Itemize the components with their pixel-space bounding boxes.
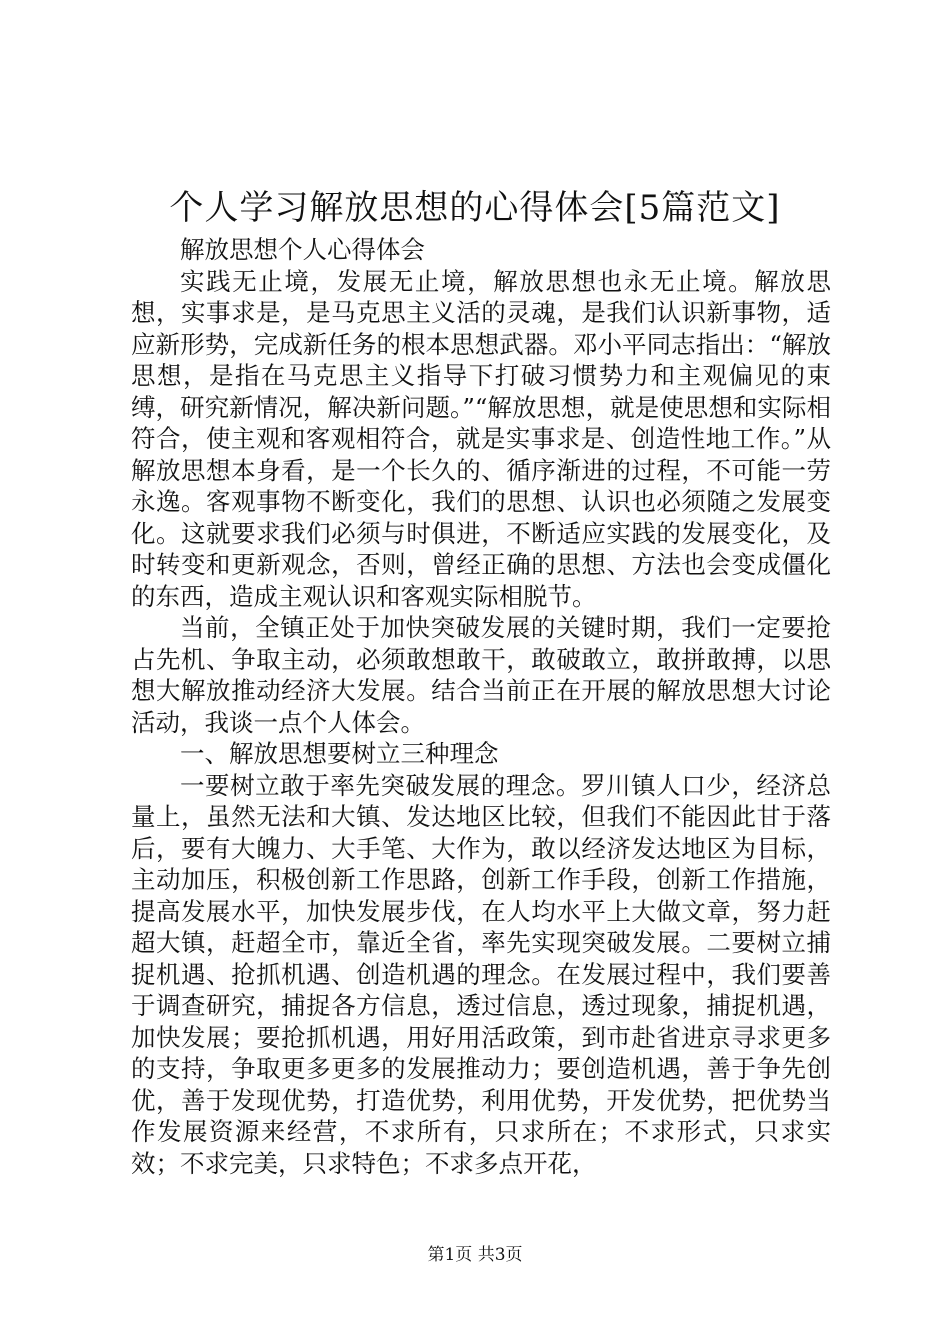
body-paragraph: 当前，全镇正处于加快突破发展的关键时期，我们一定要抢占先机、争取主动，必须敢想敢干，敢破敢立，敢拼敢搏，以思想大解放推动经济大发展。结合当前正在开展的解放思想大讨论活动，我谈一点个人体会。: [131, 613, 831, 737]
document-body: [131, 234, 831, 1179]
body-paragraph: 一要树立敢于率先突破发展的理念。罗川镇人口少，经济总量上，虽然无法和大镇、发达地区比较，但我们不能因此甘于落后，要有大魄力、大手笔、大作为，敢以经济发达地区为目标，主动加压，积极创新工作思路，创新工作手段，创新工作措施，提高发展水平，加快发展步伐，在人均水平上大做文章，努力赶超大镇，赶超全市，靠近全省，率先实现突破发展。二要树立捕捉机遇、抢抓机遇、创造机遇的理念。在发展过程中，我们要善于调查研究，捕捉各方信息，透过信息，透过现象，捕捉机遇，加快发展；要抢抓机遇，用好用活政策，到市赴省进京寻求更多的支持，争取更多更多的发展推动力；要创造机遇，善于争先创优，善于发现优势，打造优势，利用优势，开发优势，把优势当作发展资源来经营，不求所有，只求所在；不求形式，只求实效；不求完美，只求特色；不求多点开花，: [131, 770, 831, 1178]
page-footer: 第1页 共3页: [427, 1245, 523, 1265]
section-heading: 解放思想个人心得体会: [180, 235, 425, 264]
document-title: 个人学习解放思想的心得体会[5篇范文]: [169, 188, 781, 228]
body-paragraph: 实践无止境，发展无止境，解放思想也永无止境。解放思想，实事求是，是马克思主义活的灵魂，是我们认识新事物，适应新形势，完成新任务的根本思想武器。邓小平同志指出：“解放思想，是指在马克思主义指导下打破习惯势力和主观偏见的束缚，研究新情况，解决新问题。”“解放思想，就是使思想和实际相符合，使主观和客观相符合，就是实事求是、创造性地工作。”从解放思想本身看，是一个长久的、循序渐进的过程，不可能一劳永逸。客观事物不断变化，我们的思想、认识也必须随之发展变化。这就要求我们必须与时俱进，不断适应实践的发展变化，及时转变和更新观念，否则，曾经正确的思想、方法也会变成僵化的东西，造成主观认识和客观实际相脱节。: [131, 266, 831, 611]
section-heading: 一、解放思想要树立三种理念: [180, 739, 499, 768]
